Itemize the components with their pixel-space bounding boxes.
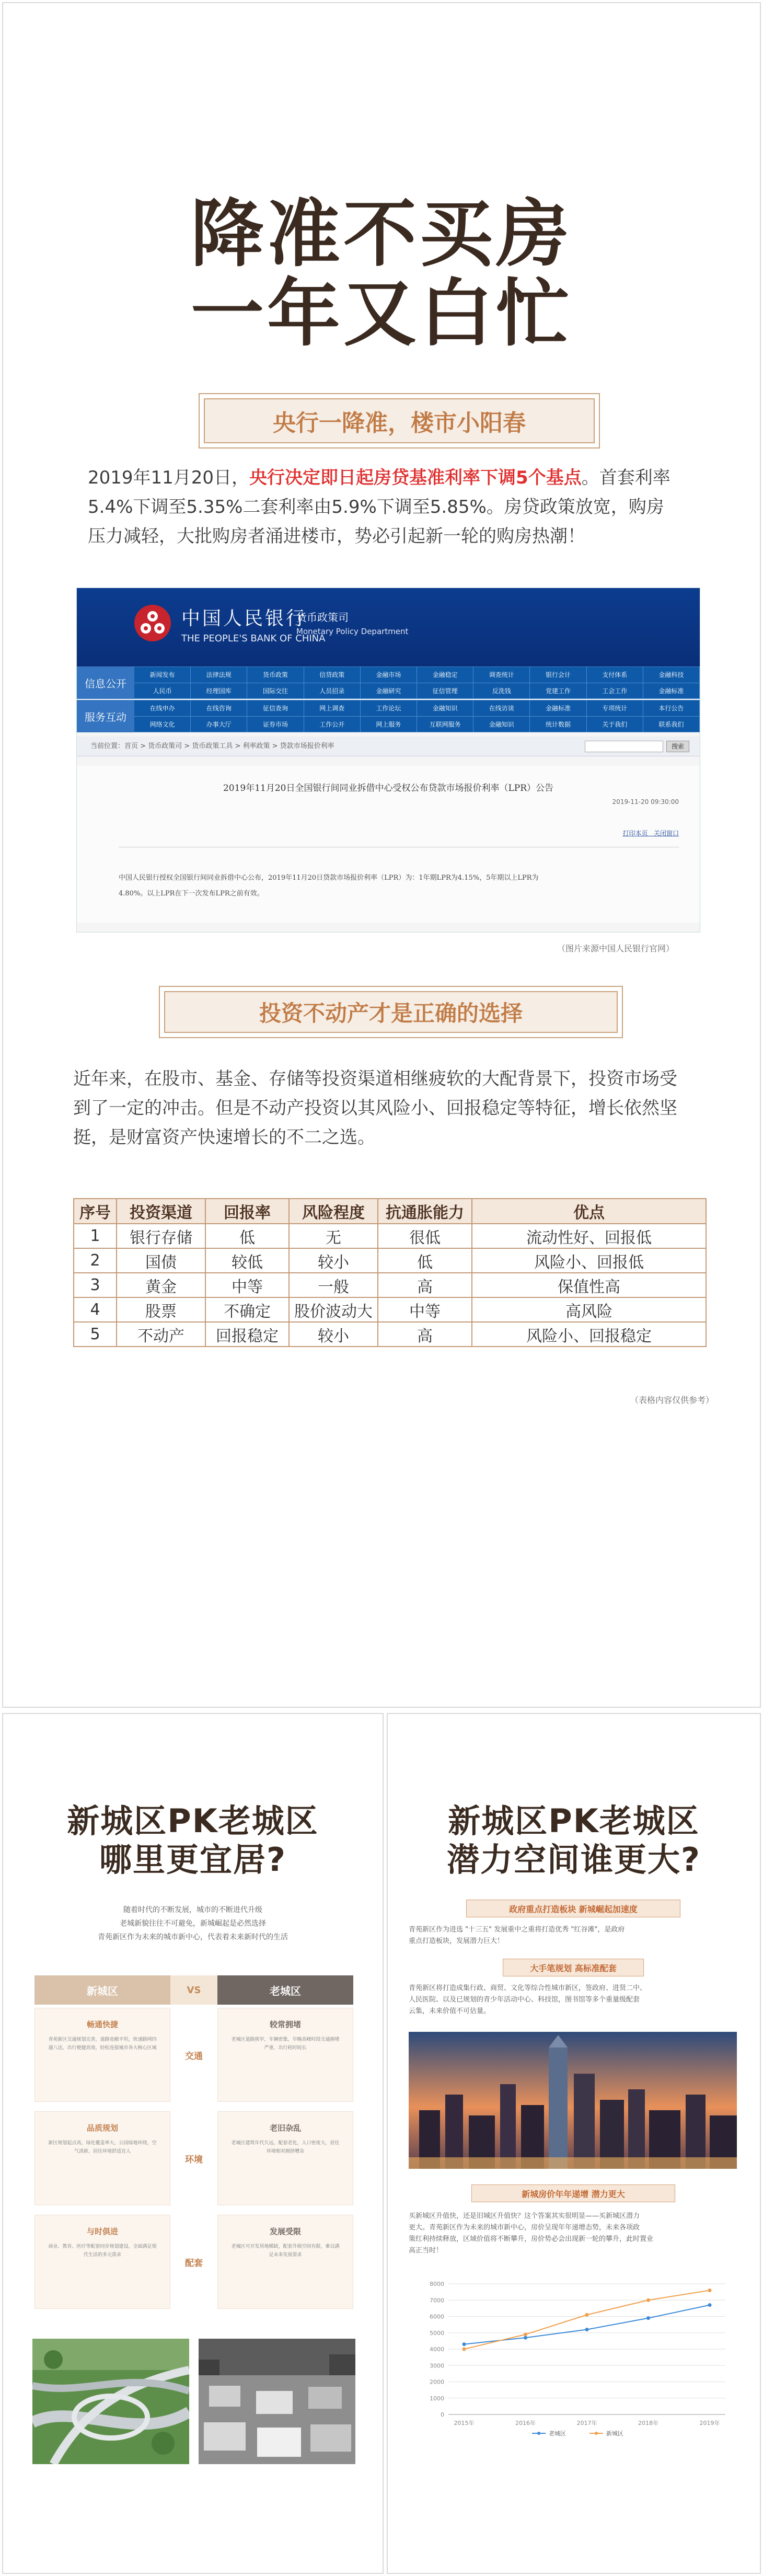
livability-intro-1: 随着时代的不断发展，城市的不断进代升级: [123, 1906, 262, 1914]
y-tick-label: 5000: [430, 2329, 444, 2337]
section-banner-1-label: 央行一降准，楼市小阳春: [204, 398, 595, 443]
pboc-nav-item[interactable]: 在线访谈: [473, 700, 530, 717]
new-traffic-title: 畅通快捷: [86, 2020, 118, 2029]
pboc-nav-item[interactable]: 人员招录: [304, 683, 361, 699]
data-point: [463, 2342, 466, 2346]
old-environment-desc: 老城区建筑年代久远，配套老化，人口密度大，居住环境相对拥挤嘈杂: [231, 2141, 340, 2154]
pboc-nav-item[interactable]: 反洗钱: [473, 683, 530, 699]
potential-text-3-line4: 高正当时！: [409, 2247, 443, 2255]
potential-text-2-line2: 人民医院、以及已规划的青少年活动中心、科技馆，图书馆等多个重量级配套: [409, 1996, 640, 2004]
pboc-nav-item[interactable]: 在线咨询: [191, 700, 247, 717]
old-facilities-cell: [217, 2215, 353, 2309]
x-tick-label: 2019年: [699, 2420, 720, 2426]
data-point: [708, 2303, 712, 2307]
new-district-header: 新城区: [34, 1975, 170, 2005]
potential-text-3: [409, 2211, 743, 2257]
image-source-caption: （图片来源中国人民银行官网）: [557, 944, 675, 953]
pboc-doc-title: 2019年11月20日全国银行间同业拆借中心受权公布贷款市场报价利率（LPR）公告: [223, 783, 554, 794]
investment-line-3: 挺，是财富资产快速增长的不二之选。: [73, 1127, 375, 1148]
table-cell: 无: [289, 1224, 378, 1248]
investment-paragraph: [73, 1064, 711, 1152]
section-banner-1: [199, 393, 600, 448]
potential-text-3-line3: 策红利持续释放，区域价值将不断攀升，房价势必会出现新一轮的攀升，此时置业: [409, 2235, 654, 2243]
table-cell: 4: [74, 1297, 117, 1322]
livability-title-line2: 哪里更宜居?: [99, 1841, 286, 1879]
intro-paragraph: [88, 463, 694, 551]
y-tick-label: 1000: [430, 2395, 444, 2402]
intro-text-a: 2019年11月20日，: [88, 467, 250, 488]
potential-text-2-line1: 青苑新区将打造成集行政、商贸、文化等综合性城市新区，签政府、进贤二中、: [409, 1984, 647, 1992]
pboc-nav-item[interactable]: 信贷政策: [304, 667, 361, 683]
potential-text-1: [409, 1924, 743, 1947]
pboc-nav-item[interactable]: 金融科技: [643, 667, 700, 683]
pboc-nav-item[interactable]: 本行公告: [643, 700, 700, 717]
table-cell: 不确定: [205, 1297, 289, 1322]
pboc-doc-body: [119, 870, 658, 902]
table-cell: 保值性高: [472, 1273, 706, 1297]
old-district-header: 老城区: [217, 1975, 353, 2005]
sub-banner-3: 新城房价年年递增 潜力更大: [471, 2184, 675, 2202]
potential-text-3-line2: 更大。青苑新区作为未来的城市新中心，房价呈现年年递增态势，未来各项政: [409, 2224, 640, 2232]
pboc-nav-item[interactable]: 工会工作: [587, 683, 643, 699]
pboc-nav-item[interactable]: 金融知识: [473, 717, 530, 733]
pboc-nav-item[interactable]: 证券市场: [247, 717, 304, 733]
main-title-line2: 一年又白忙: [190, 271, 572, 356]
y-tick-label: 3000: [430, 2362, 444, 2370]
table-cell: 3: [74, 1273, 117, 1297]
pboc-nav-service[interactable]: 服务互动: [77, 700, 134, 732]
y-tick-label: 2000: [430, 2378, 444, 2386]
pboc-header: [77, 588, 700, 666]
series-line-new-district: [464, 2291, 710, 2350]
table-cell: 较低: [205, 1248, 289, 1273]
table-cell: 流动性好、回报低: [472, 1224, 706, 1248]
pboc-nav-item[interactable]: 工作公开: [304, 717, 361, 733]
pboc-close-link[interactable]: 关闭窗口: [653, 830, 679, 837]
pboc-nav-item[interactable]: 金融标准: [643, 683, 700, 699]
pboc-nav-item[interactable]: 货币政策: [247, 667, 304, 683]
pboc-nav-item[interactable]: 网上服务: [361, 717, 417, 733]
pboc-nav-item[interactable]: 调查统计: [473, 667, 530, 683]
livability-title-line1: 新城区PK老城区: [67, 1802, 319, 1840]
pboc-nav-item[interactable]: 互联网服务: [417, 717, 473, 733]
pboc-nav-item[interactable]: 工作论坛: [361, 700, 417, 717]
pboc-nav-item[interactable]: 统计数据: [530, 717, 586, 733]
pboc-nav-item[interactable]: 党建工作: [530, 683, 586, 699]
table-header: 优点: [472, 1199, 706, 1224]
y-tick-label: 6000: [430, 2313, 444, 2320]
section-banner-2: [159, 986, 623, 1038]
pboc-nav-item[interactable]: 征信管理: [417, 683, 473, 699]
data-point: [463, 2348, 466, 2351]
table-header: 抗通胀能力: [378, 1199, 472, 1224]
house-price-line-chart: [417, 2273, 736, 2446]
table-cell: 中等: [205, 1273, 289, 1297]
pboc-doc-links: [623, 829, 679, 837]
pboc-dept-cn: 货币政策司: [296, 611, 349, 624]
old-facilities-desc: 老城区可开发用地稀缺，配套升级空间有限，难以满足未来发展需求: [231, 2244, 340, 2258]
table-header: 风险程度: [289, 1199, 378, 1224]
data-point: [708, 2288, 712, 2292]
table-cell: 风险小、回报稳定: [472, 1322, 706, 1347]
new-environment-title: 品质规划: [86, 2123, 118, 2133]
traffic-jam-photo: [199, 2339, 355, 2464]
environment-label: 环境: [185, 2154, 203, 2165]
city-comparison-table: [34, 1975, 353, 2320]
pboc-nav-item[interactable]: 金融市场: [361, 667, 417, 683]
livability-intro-3: 青苑新区作为未来的城市新中心，代表着未来新时代的生活: [98, 1933, 288, 1941]
table-cell: 较小: [289, 1248, 378, 1273]
traffic-label: 交通: [185, 2051, 203, 2062]
table-cell: 5: [74, 1322, 117, 1347]
facilities-label: 配套: [185, 2258, 203, 2269]
highway-interchange-photo: [32, 2339, 189, 2464]
old-environment-title: 老旧杂乱: [269, 2123, 301, 2133]
pboc-nav-item[interactable]: 支付体系: [587, 667, 643, 683]
sub-banner-1: 政府重点打造板块 新城崛起加速度: [466, 1900, 680, 1917]
livability-intro-2: 老城新貌往往不可避免，新城崛起是必然选择: [120, 1919, 266, 1928]
intro-line-3: 压力减轻，大批购房者涌进楼市，势必引起新一轮的购房热潮！: [88, 526, 585, 547]
new-traffic-cell: [34, 2008, 170, 2102]
table-row: [74, 1224, 706, 1248]
new-environment-desc: 新区规划起点高，绿化覆盖率大，公园绿地环绕，空气清新，居住环境舒适宜人: [48, 2141, 157, 2154]
pboc-nav-item[interactable]: 人民币: [134, 683, 191, 699]
pboc-name-en: THE PEOPLE'S BANK OF CHINA: [181, 633, 326, 644]
table-row: [74, 1273, 706, 1297]
intro-line-2: 5.4%下调至5.35%二套利率由5.9%下调至5.85%。房贷政策放宽，购房: [88, 497, 664, 518]
pboc-nav-item[interactable]: 经理国库: [191, 683, 247, 699]
pboc-nav-item[interactable]: 金融稳定: [417, 667, 473, 683]
y-tick-label: 8000: [430, 2281, 444, 2287]
new-traffic-desc: 青苑新区交通规划完善，道路宽敞平坦，快速路网四通八达，出行便捷高效，轻松连接城市各大核心区域: [48, 2037, 157, 2051]
table-cell: 一般: [289, 1273, 378, 1297]
pboc-name-cn: 中国人民银行: [181, 608, 307, 629]
pboc-website-screenshot: [76, 588, 700, 933]
old-traffic-desc: 老城区道路狭窄，车辆密集，早晚高峰时段交通拥堵严重，出行耗时较长: [231, 2037, 340, 2051]
table-cell: 很低: [378, 1224, 472, 1248]
data-point: [524, 2336, 527, 2340]
pboc-nav-item[interactable]: 网络文化: [134, 717, 191, 733]
table-row: [74, 1322, 706, 1347]
pboc-nav-item[interactable]: 金融知识: [417, 700, 473, 717]
table-cell: 低: [205, 1224, 289, 1248]
pboc-breadcrumb: 当前位置：首页 > 货币政策司 > 货币政策工具 > 利率政策 > 贷款市场报价利率: [77, 737, 700, 756]
old-facilities-title: 发展受限: [269, 2227, 301, 2236]
x-tick-label: 2018年: [638, 2420, 658, 2426]
pboc-nav-item[interactable]: 关于我们: [587, 717, 643, 733]
old-environment-cell: [217, 2111, 353, 2205]
pboc-doc-body-line1: 中国人民银行授权全国银行间同业拆借中心公布，2019年11月20日贷款市场报价利率（LPR）为：1年期LPR为4.15%，5年期以上LPR为: [119, 874, 539, 882]
table-cell: 股价波动大: [289, 1297, 378, 1322]
pboc-nav-item[interactable]: 专项统计: [587, 700, 643, 717]
table-header: 序号: [74, 1199, 117, 1224]
new-facilities-title: 与时俱进: [86, 2227, 118, 2236]
potential-text-1-line1: 青苑新区作为进选 "十三五" 发展重中之重将打造优秀 "红谷滩"，是政府: [409, 1926, 625, 1934]
y-tick-label: 7000: [430, 2297, 444, 2304]
y-tick-label: 0: [441, 2411, 444, 2418]
legend-marker: [537, 2432, 540, 2435]
pboc-document: [77, 766, 700, 923]
y-tick-label: 4000: [430, 2346, 444, 2353]
table-cell: 1: [74, 1224, 117, 1248]
table-cell: 银行存储: [117, 1224, 205, 1248]
pboc-search-button[interactable]: 搜索: [666, 741, 689, 752]
poster-panel-main: [2, 2, 761, 1708]
pboc-doc-date: 2019-11-20 09:30:00: [612, 798, 679, 806]
x-tick-label: 2017年: [576, 2420, 597, 2426]
potential-title-line1: 新城区PK老城区: [448, 1802, 700, 1840]
legend-marker: [595, 2432, 598, 2435]
table-cell: 高: [378, 1273, 472, 1297]
data-point: [646, 2316, 650, 2320]
table-header: 回报率: [205, 1199, 289, 1224]
legend-label: 新城区: [606, 2430, 623, 2437]
pboc-doc-body-line2: 4.80%。以上LPR在下一次发布LPR之前有效。: [119, 890, 264, 898]
investment-line-1: 近年来，在股市、基金、存储等投资渠道相继疲软的大配背景下，投资市场受: [73, 1068, 677, 1089]
x-tick-label: 2015年: [454, 2420, 475, 2426]
potential-text-1-line2: 重点打造板块，发展潜力巨大！: [409, 1937, 504, 1945]
new-facilities-cell: [34, 2215, 170, 2309]
livability-intro: [3, 1903, 383, 1944]
table-cell: 股票: [117, 1297, 205, 1322]
pboc-print-link[interactable]: 打印本页: [622, 830, 648, 837]
section-banner-2-label: 投资不动产才是正确的选择: [164, 991, 618, 1033]
table-caption: （表格内容仅供参考）: [630, 1395, 714, 1405]
new-facilities-desc: 商业、教育、医疗等配套同步规划建设，全面满足现代生活的多元需求: [48, 2244, 157, 2258]
city-skyline-photo: [409, 2032, 737, 2169]
legend-label: 老城区: [549, 2430, 566, 2437]
pboc-nav-item[interactable]: 在线申办: [134, 700, 191, 717]
table-cell: 较小: [289, 1322, 378, 1347]
pboc-nav-item[interactable]: 办事大厅: [191, 717, 247, 733]
table-cell: 中等: [378, 1297, 472, 1322]
potential-text-2: [409, 1983, 743, 2017]
pboc-nav-item[interactable]: 国际交往: [247, 683, 304, 699]
intro-text-b: 。首套利率: [581, 467, 670, 488]
pboc-logo-icon: [134, 605, 171, 641]
table-header-row: [74, 1199, 706, 1224]
pboc-nav-row-2: [77, 700, 700, 732]
pboc-nav-item[interactable]: 征信查询: [247, 700, 304, 717]
poster-panel-potential: [387, 1713, 761, 2574]
table-cell: 2: [74, 1248, 117, 1273]
pboc-nav-item[interactable]: 金融标准: [530, 700, 586, 717]
pboc-search-input[interactable]: [585, 741, 663, 752]
table-row: [74, 1248, 706, 1273]
new-environment-cell: [34, 2111, 170, 2205]
table-cell: 不动产: [117, 1322, 205, 1347]
potential-text-3-line1: 买新城区升值快，还是旧城区升值快？这个答案其实很明显——买新城区潜力: [409, 2212, 640, 2220]
intro-line-1: [88, 463, 694, 492]
table-cell: 低: [378, 1248, 472, 1273]
table-cell: 回报稳定: [205, 1322, 289, 1347]
data-point: [524, 2332, 527, 2336]
pboc-nav-item[interactable]: 金融研究: [361, 683, 417, 699]
x-tick-label: 2016年: [515, 2420, 536, 2426]
vs-header: VS: [170, 1975, 217, 2005]
old-traffic-title: 较常拥堵: [269, 2020, 301, 2029]
table-cell: 高: [378, 1322, 472, 1347]
data-point: [585, 2313, 589, 2317]
sub-banner-2: 大手笔规划 高标准配套: [503, 1959, 644, 1976]
poster-panel-livability: [2, 1713, 384, 2574]
table-row: [74, 1297, 706, 1322]
potential-text-2-line3: 云集，未来价值不可估量。: [409, 2007, 491, 2015]
pboc-nav-item[interactable]: 银行会计: [530, 667, 586, 683]
table-header: 投资渠道: [117, 1199, 205, 1224]
pboc-nav-info[interactable]: 信息公开: [77, 667, 134, 699]
old-traffic-cell: [217, 2008, 353, 2102]
data-point: [646, 2298, 650, 2302]
pboc-nav-item[interactable]: 联系我们: [643, 717, 700, 733]
pboc-nav-row-1: [77, 666, 700, 699]
pboc-nav-item[interactable]: 法律法规: [191, 667, 247, 683]
intro-highlight: 央行决定即日起房贷基准利率下调5个基点: [249, 467, 582, 488]
data-point: [585, 2328, 589, 2331]
table-cell: 黄金: [117, 1273, 205, 1297]
potential-title-line2: 潜力空间谁更大?: [447, 1841, 701, 1879]
pboc-nav-grid-1: [134, 667, 700, 699]
pboc-nav-grid-2: [134, 700, 700, 732]
investment-line-2: 到了一定的冲击。但是不动产投资以其风险小、回报稳定等特征，增长依然坚: [73, 1098, 677, 1119]
pboc-nav-item[interactable]: 网上调查: [304, 700, 361, 717]
table-cell: 高风险: [472, 1297, 706, 1322]
pboc-dept-en: Monetary Policy Department: [296, 627, 409, 636]
pboc-nav-item[interactable]: 新闻发布: [134, 667, 191, 683]
series-line-old-district: [464, 2305, 710, 2344]
main-title-line1: 降准不买房: [190, 192, 572, 277]
house-price-chart-svg: [417, 2273, 736, 2446]
table-cell: 风险小、回报低: [472, 1248, 706, 1273]
table-cell: 国债: [117, 1248, 205, 1273]
investment-comparison-table: [73, 1198, 707, 1347]
